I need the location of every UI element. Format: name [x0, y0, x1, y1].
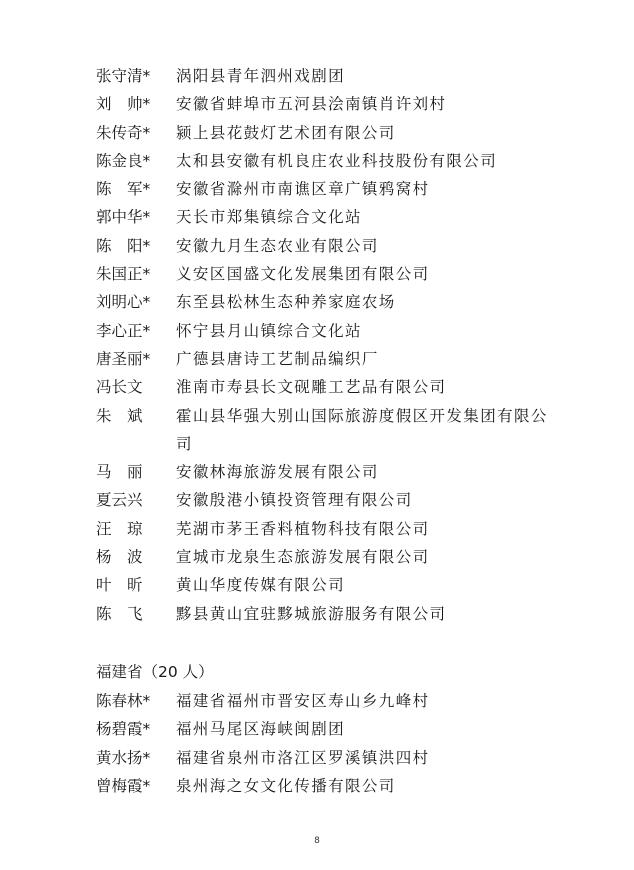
list-item — [96, 543, 566, 571]
organization: 福建省福州市晋安区寿山乡九峰村 — [176, 692, 430, 710]
organization: 泉州海之女文化传播有限公司 — [176, 776, 396, 795]
organization: 太和县安徽有机良庄农业科技股份有限公司 — [176, 151, 498, 170]
organization: 义安区国盛文化发展集团有限公司 — [176, 265, 430, 284]
organization: 广德县唐诗工艺制品编织厂 — [176, 349, 379, 368]
list-item — [96, 715, 566, 743]
organization: 福州马尾区海峡闽剧团 — [176, 720, 346, 739]
organization: 安徽省蚌埠市五河县浍南镇肖许刘村 — [176, 95, 447, 114]
organization: 涡阳县青年泗州戏剧团 — [176, 67, 346, 85]
list-item — [96, 119, 566, 147]
list-item — [96, 260, 566, 288]
organization: 安徽省滁州市南谯区章广镇鸦窝村 — [176, 180, 430, 199]
list-item — [96, 402, 566, 459]
organization: 安徽林海旅游发展有限公司 — [176, 463, 379, 482]
list-item — [96, 288, 566, 316]
page-number: 8 — [314, 836, 320, 846]
list-item — [96, 317, 566, 345]
person-name: 曾梅霞* — [96, 776, 151, 795]
list-item — [96, 571, 566, 599]
list-item — [96, 345, 566, 373]
person-name: 朱国正* — [96, 265, 151, 284]
list-item — [96, 600, 566, 628]
organization: 东至县松林生态种养家庭农场 — [176, 293, 396, 312]
list-item — [96, 62, 566, 90]
section-heading-fujian: 福建省（20 人） — [96, 663, 214, 681]
organization: 天长市郑集镇综合文化站 — [176, 208, 362, 227]
list-item — [96, 147, 566, 175]
person-name: 杨 波 — [96, 548, 143, 567]
list-item — [96, 90, 566, 118]
organization: 芜湖市茅王香料植物科技有限公司 — [176, 519, 430, 538]
list-item — [96, 373, 566, 401]
person-name: 朱传奇* — [96, 123, 151, 142]
organization: 宣城市龙泉生态旅游发展有限公司 — [176, 548, 430, 567]
organization: 福建省泉州市洛江区罗溪镇洪四村 — [176, 748, 430, 767]
list-item — [96, 458, 566, 486]
organization: 安徽九月生态农业有限公司 — [176, 236, 379, 255]
person-name: 张守清* — [96, 67, 151, 85]
organization: 霍山县华强大别山国际旅游度假区开发集团有限公司 — [176, 406, 548, 453]
person-name: 陈 军* — [96, 180, 151, 199]
organization: 淮南市寿县长文砚雕工艺品有限公司 — [176, 378, 447, 397]
person-name: 马 丽 — [96, 463, 143, 482]
person-name: 陈 飞 — [96, 604, 143, 623]
person-name: 陈金良* — [96, 151, 151, 170]
person-name: 刘明心* — [96, 293, 151, 312]
list-item — [96, 232, 566, 260]
organization: 黄山华度传媒有限公司 — [176, 576, 346, 595]
honoree-list-fujian — [96, 687, 566, 800]
person-name: 陈 阳* — [96, 236, 151, 255]
person-name: 杨碧霞* — [96, 720, 151, 739]
organization: 怀宁县月山镇综合文化站 — [176, 321, 362, 340]
person-name: 李心正* — [96, 321, 151, 340]
person-name: 郭中华* — [96, 208, 151, 227]
organization: 黟县黄山宜驻黟城旅游服务有限公司 — [176, 604, 447, 623]
person-name: 黄水扬* — [96, 748, 151, 767]
organization: 颍上县花鼓灯艺术团有限公司 — [176, 123, 396, 142]
honoree-list-anhui — [96, 62, 566, 628]
organization: 安徽殷港小镇投资管理有限公司 — [176, 491, 413, 510]
list-item — [96, 744, 566, 772]
person-name: 汪 琼 — [96, 519, 143, 538]
person-name: 冯长文 — [96, 378, 143, 397]
person-name: 夏云兴 — [96, 491, 143, 510]
person-name: 陈春林* — [96, 692, 151, 710]
list-item — [96, 486, 566, 514]
list-item — [96, 203, 566, 231]
person-name: 叶 昕 — [96, 576, 143, 595]
person-name: 刘 帅* — [96, 95, 151, 114]
person-name: 朱 斌 — [96, 406, 143, 425]
list-item — [96, 175, 566, 203]
list-item — [96, 687, 566, 715]
list-item — [96, 515, 566, 543]
person-name: 唐圣丽* — [96, 349, 151, 368]
list-item — [96, 772, 566, 800]
